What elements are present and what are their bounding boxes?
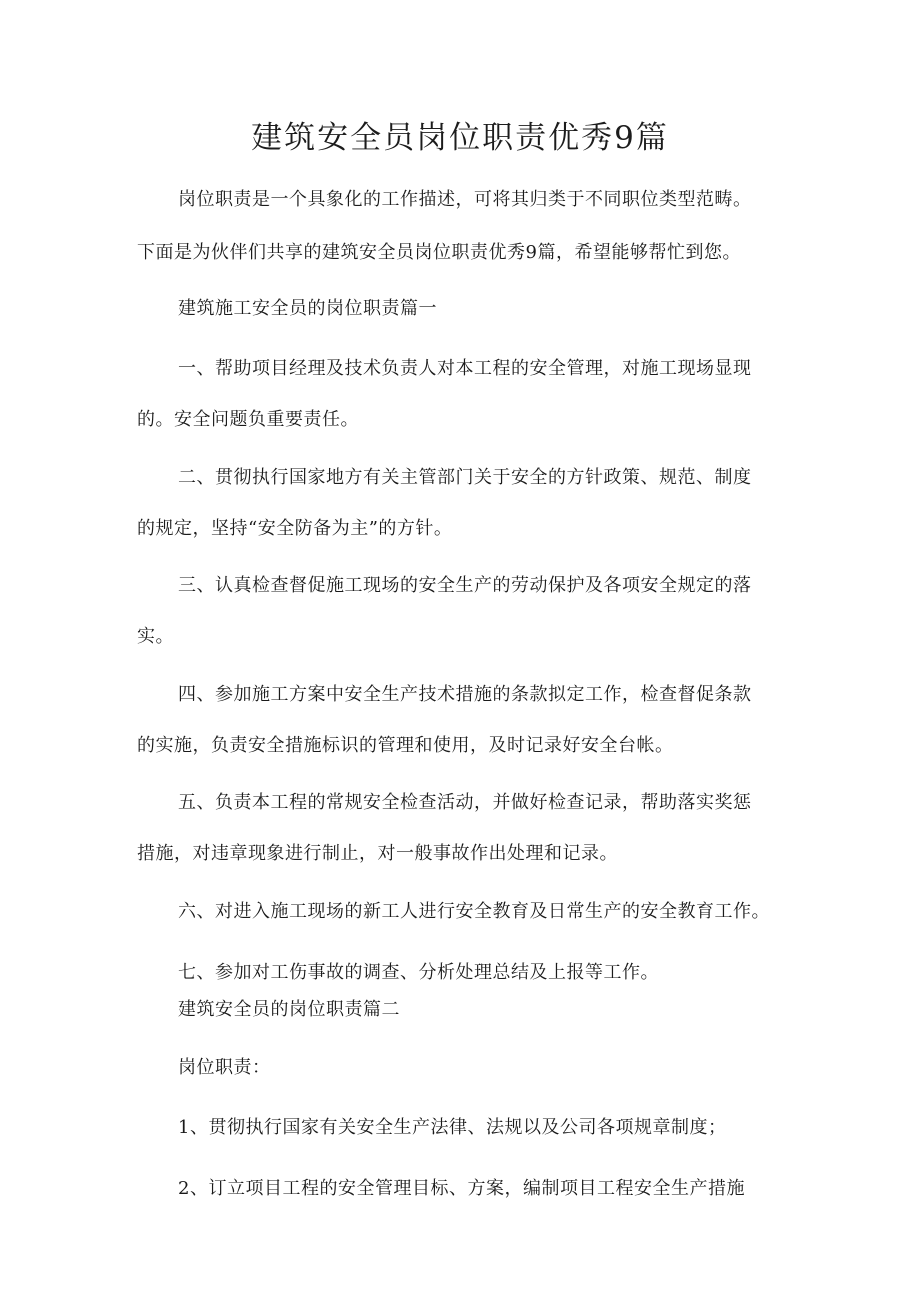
paragraph-line: 的。安全问题负重要责任。 [137,409,359,430]
section-heading: 建筑施工安全员的岗位职责篇一 [178,298,437,319]
paragraph-line: 四、参加施工方案中安全生产技术措施的条款拟定工作，检查督促条款 [178,684,752,705]
paragraph-line: 实。 [137,626,174,647]
paragraph-line: 措施，对违章现象进行制止，对一般事故作出处理和记录。 [137,843,618,864]
paragraph-line: 岗位职责： [178,1057,271,1078]
paragraph-line: 的实施，负责安全措施标识的管理和使用，及时记录好安全台帐。 [137,735,674,756]
document-title: 建筑安全员岗位职责优秀9篇 [251,120,669,156]
section-heading: 建筑安全员的岗位职责篇二 [178,999,400,1020]
intro-line: 岗位职责是一个具象化的工作描述，可将其归类于不同职位类型范畴。 [178,189,752,210]
intro-line: 下面是为伙伴们共享的建筑安全员岗位职责优秀9篇，希望能够帮忙到您。 [137,242,741,263]
paragraph-line: 二、贯彻执行国家地方有关主管部门关于安全的方针政策、规范、制度 [178,467,752,488]
paragraph-line: 2、订立项目工程的安全管理目标、方案，编制项目工程安全生产措施 [178,1178,745,1199]
paragraph-line: 一、帮助项目经理及技术负责人对本工程的安全管理，对施工现场显现 [178,358,752,379]
paragraph-line: 1、贯彻执行国家有关安全生产法律、法规以及公司各项规章制度； [178,1117,727,1138]
paragraph-line: 七、参加对工伤事故的调查、分析处理总结及上报等工作。 [178,962,659,983]
paragraph-line: 的规定，坚持“安全防备为主”的方针。 [137,518,453,539]
paragraph-line: 五、负责本工程的常规安全检查活动，并做好检查记录，帮助落实奖惩 [178,792,752,813]
paragraph-line: 六、对进入施工现场的新工人进行安全教育及日常生产的安全教育工作。 [178,901,770,922]
paragraph-line: 三、认真检查督促施工现场的安全生产的劳动保护及各项安全规定的落 [178,575,752,596]
